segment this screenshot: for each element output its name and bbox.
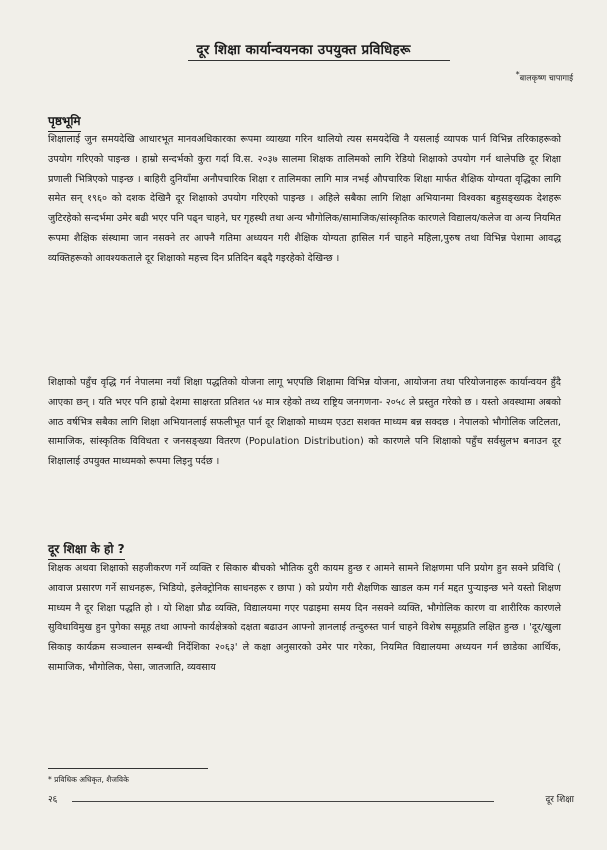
section-heading-text: दूर शिक्षा के हो ? [48, 542, 125, 556]
running-head: दूर शिक्षा [545, 795, 574, 805]
page-number: २६ [48, 795, 58, 805]
paragraph-access: शिक्षाको पहुँच वृद्धि गर्न नेपालमा नयाँ शिक्षा पद्धतिको योजना लागू भएपछि शिक्षामा विभिन्न योजना, आयोजना तथा परियोजनाहरू कार्यान्वयन हुँदै आएका छन् । यति भएर पनि हाम्रो देशमा साक्षरता प्रतिशत ५४ मात्र रहेको तथ्य राष्ट्रिय जनगणना- २०५८ ले प्रस्तुत गरेको छ । यस्तो अवस्थामा अबको आठ वर्षभित्र सबैका लागि शिक्षा अभियानलाई सफलीभूत पार्न दूर शिक्षाको माध्यम एउटा सशक्त माध्यम बन्न सक्दछ । नेपालको भौगोलिक जटिलता, सामाजिक, सांस्कृतिक विविधता र जनसङ्ख्या वितरण (Population Distribution) को कारणले पनि शिक्षाको पहुँच सर्वसुलभ बनाउन दूर शिक्षालाई उपयुक्त माध्यमको रूपमा लिइनु पर्दछ । [48, 377, 561, 468]
article-title: दूर शिक्षा कार्यान्वयनका उपयुक्त प्रविधिहरू [196, 42, 411, 58]
author-name [516, 70, 573, 84]
paragraph-background: शिक्षालाई जुन समयदेखि आधारभूत मानवअधिकारका रूपमा व्याख्या गरिन थालियो त्यस समयदेखि नै यसलाई व्यापक पार्न विभिन्न तरिकाहरूको उपयोग गरिएको पाइन्छ । हाम्रो सन्दर्भको कुरा गर्दा वि.स. २०३७ सालमा शिक्षक तालिमको लागि रेडियो शिक्षाको उपयोग गर्न थालेपछि दूर शिक्षा प्रणाली भित्रिएको पाइन्छ । बाहिरी दुनियाँमा अनौपचारिक शिक्षा र तालिमका लागि मात्र नभई औपचारिक शिक्षा मार्फत शैक्षिक योग्यता वृद्धिका लागि समेत सन् १९६० को दशक देखिनै दूर शिक्षाको उपयोग गरिएको पाइन्छ । अहिले सबैका लागि शिक्षा अभियानमा विश्वका बहुसङ्ख्यक देशहरू जुटिरहेको सन्दर्भमा उमेर बढी भएर पनि पढ्न चाहने, घर गृहस्थी तथा अन्य भौगोलिक/सामाजिक/सांस्कृतिक कारणले विद्यालय/कलेज वा अन्य नियमित रूपमा शैक्षिक संस्थामा जान नसक्ने तर आफ्नै गतिमा अध्ययन गरी शैक्षिक योग्यता हासिल गर्न चाहने महिला,पुरुष तथा विभिन्न पेशामा आवद्ध व्यक्तिहरूको आवश्यकताले दूर शिक्षाको महत्त्व दिन प्रतिदिन बढ्दै गइरहेको देखिन्छ । [48, 134, 561, 264]
footer-rule [72, 801, 494, 802]
footnote-divider [48, 768, 208, 769]
paragraph-definition: शिक्षक अथवा शिक्षाको सहजीकरण गर्ने व्यक्ति र सिकारु बीचको भौतिक दुरी कायम हुन्छ र आमने सामने शिक्षणमा पनि प्रयोग हुन सक्ने प्रविधि ( आवाज प्रसारण गर्ने साधनहरू, भिडियो, इलेक्ट्रोनिक साधनहरू र छापा ) को प्रयोग गरी शैक्षणिक खाडल कम गर्न मद्दत पुऱ्याइन्छ भने यस्तो शिक्षण माध्यम नै दूर शिक्षा पद्धति हो । यो शिक्षा प्रौढ व्यक्ति, विद्यालयमा गएर पढाइमा समय दिन नसक्ने व्यक्ति, भौगोलिक कारण वा शारीरिक कारणले सुविधाविमुख हुन पुगेका समूह तथा आफ्नो कार्यक्षेत्रको दक्षता बढाउन आफ्नो ज्ञानलाई तन्दुरुस्त पार्न चाहने विशेष समूहप्रति लक्षित हुन्छ । 'दूर/खुला सिकाइ कार्यक्रम सञ्चालन सम्बन्धी निर्देशिका २०६३' ले कक्षा अनुसारको उमेर पार गरेका, नियमित विद्यालयमा अध्ययन गर्न छाडेका आर्थिक, सामाजिक, भौगोलिक, पेसा, जातजाति, व्यवसाय [48, 563, 561, 673]
author-text: बालकृष्ण चापागाई [519, 73, 573, 83]
author-footnote-marker: * [515, 70, 520, 79]
section-heading-what-is-distance-education [48, 540, 125, 560]
title-underline [188, 60, 450, 61]
footnote: * प्रविधिक अधिकृत, शैजविके [48, 775, 129, 784]
section-heading-text: पृष्ठभूमि [48, 114, 81, 128]
section-heading-background [48, 112, 81, 132]
